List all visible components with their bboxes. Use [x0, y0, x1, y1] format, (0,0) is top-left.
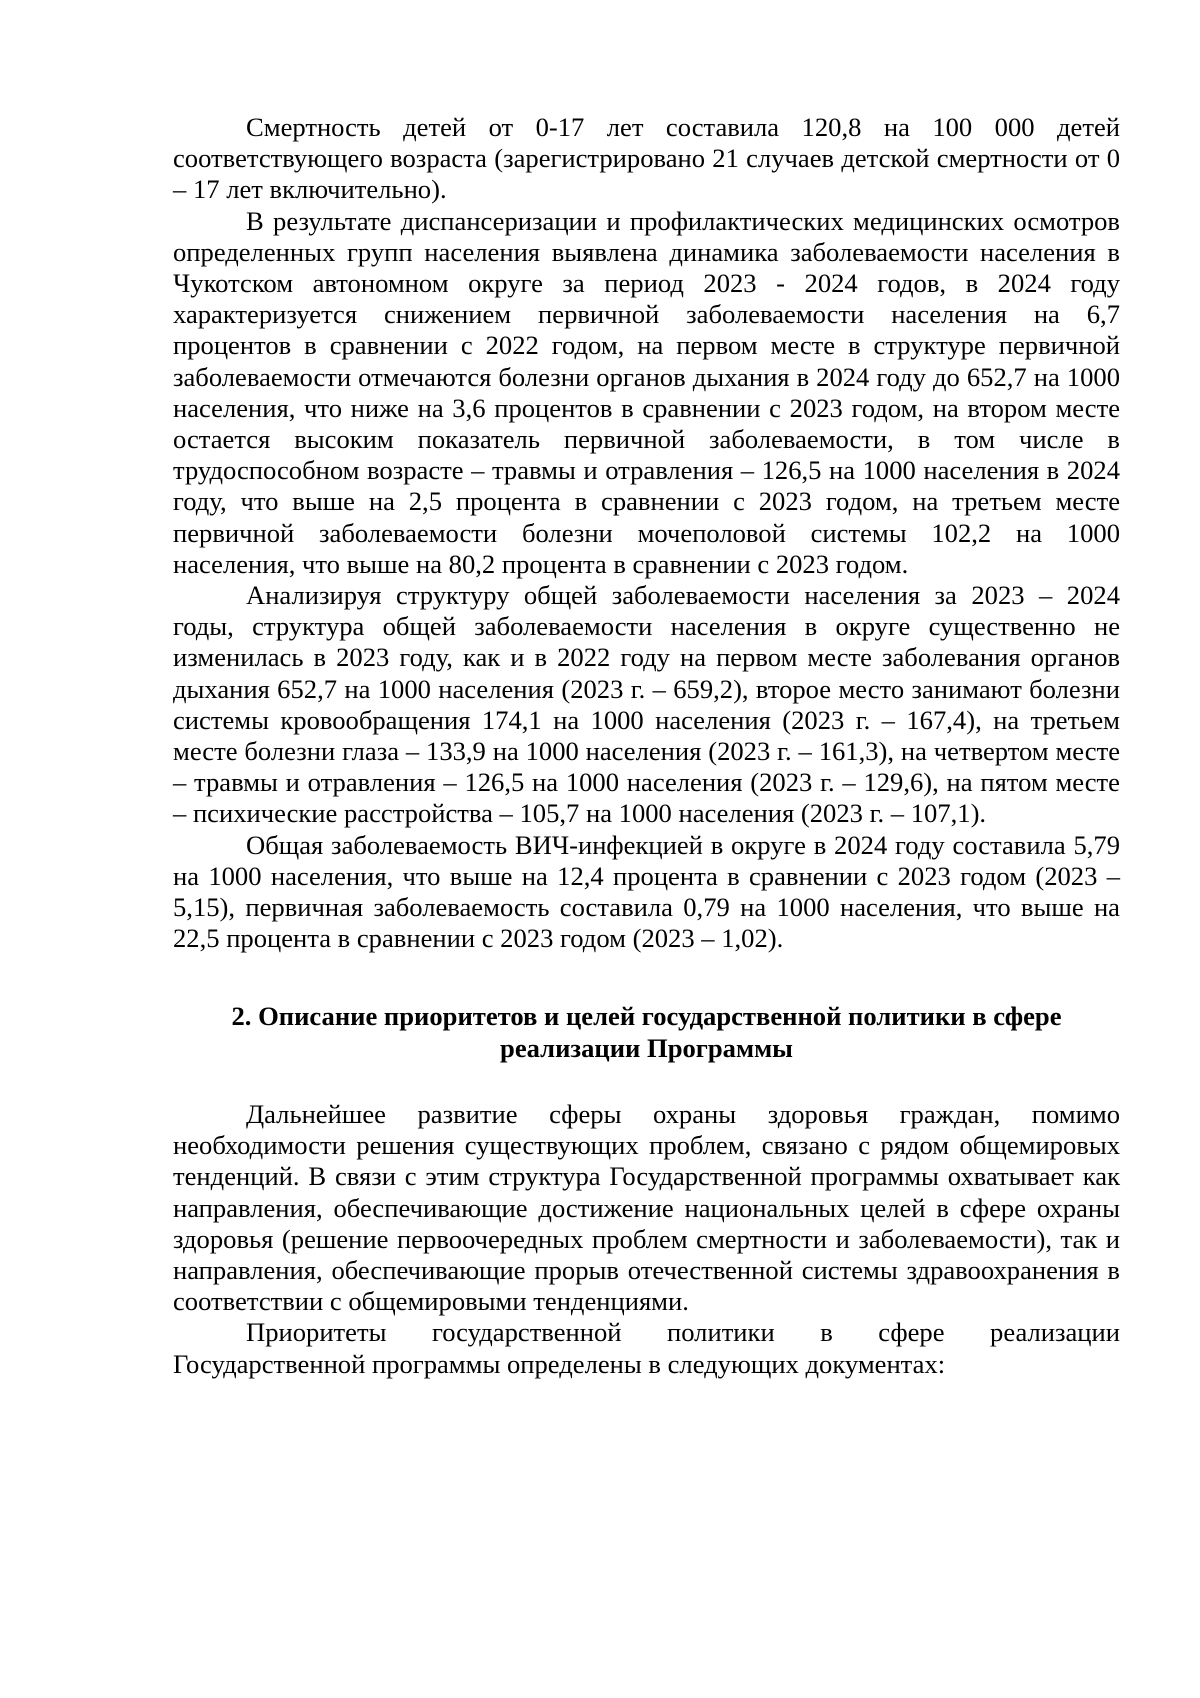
paragraph-morbidity-dynamics: В результате диспансеризации и профилактических медицинских осмотров определенных групп населения выявлена динамика заболеваемости населения в Чукотском автономном округе за период 2023 - 2024 годов, в 2024 году характеризуется снижением первичной заболеваемости населения на 6,7 процентов в сравнении с 2022 годом, на первом месте в структуре первичной заболеваемости отмечаются болезни органов дыхания в 2024 году до 652,7 на 1000 населения, что ниже на 3,6 процентов в сравнении с 2023 годом, на втором месте остается высоким показатель первичной заболеваемости, в том числе в трудоспособном возрасте – травмы и отравления – 126,5 на 1000 населения в 2024 году, что выше на 2,5 процента в сравнении с 2023 годом, на третьем месте первичной заболеваемости болезни мочеполовой системы 102,2 на 1000 населения, что выше на 80,2 процента в сравнении с 2023 годом.	[173, 205, 1120, 579]
section-heading-line-2: реализации Программы	[500, 1032, 793, 1063]
paragraph-healthcare-development: Дальнейшее развитие сферы охраны здоровья граждан, помимо необходимости решения существующих проблем, связано с рядом общемировых тенденций. В связи с этим структура Государственной программы охватывает как направления, обеспечивающие достижение национальных целей в сфере охраны здоровья (решение первоочередных проблем смертности и заболеваемости), так и направления, обеспечивающие прорыв отечественной системы здравоохранения в соответствии с общемировыми тенденциями.	[173, 1098, 1120, 1317]
paragraph-hiv-morbidity: Общая заболеваемость ВИЧ-инфекцией в округе в 2024 году составила 5,79 на 1000 населения, что выше на 12,4 процента в сравнении с 2023 годом (2023 – 5,15), первичная заболеваемость составила 0,79 на 1000 населения, что выше на 22,5 процента в сравнении с 2023 годом (2023 – 1,02).	[173, 829, 1120, 954]
section-heading	[173, 1001, 1120, 1063]
paragraph-policy-priorities: Приоритеты государственной политики в сфере реализации Государственной программы определены в следующих документах:	[173, 1317, 1120, 1379]
paragraph-child-mortality: Смертность детей от 0-17 лет составила 120,8 на 100 000 детей соответствующего возраста (зарегистрировано 21 случаев детской смертности от 0 – 17 лет включительно).	[173, 112, 1120, 205]
paragraph-morbidity-structure: Анализируя структуру общей заболеваемости населения за 2023 – 2024 годы, структура общей заболеваемости населения в округе существенно не изменилась в 2023 году, как и в 2022 году на первом месте заболевания органов дыхания 652,7 на 1000 населения (2023 г. – 659,2), второе место занимают болезни системы кровообращения 174,1 на 1000 населения (2023 г. – 167,4), на третьем месте болезни глаза – 133,9 на 1000 населения (2023 г. – 161,3), на четвертом месте – травмы и отравления – 126,5 на 1000 населения (2023 г. – 129,6), на пятом месте – психические расстройства – 105,7 на 1000 населения (2023 г. – 107,1).	[173, 580, 1120, 829]
document-page	[173, 112, 1120, 1380]
section-heading-line-1: 2. Описание приоритетов и целей государственной политики в сфере	[231, 1001, 1062, 1032]
